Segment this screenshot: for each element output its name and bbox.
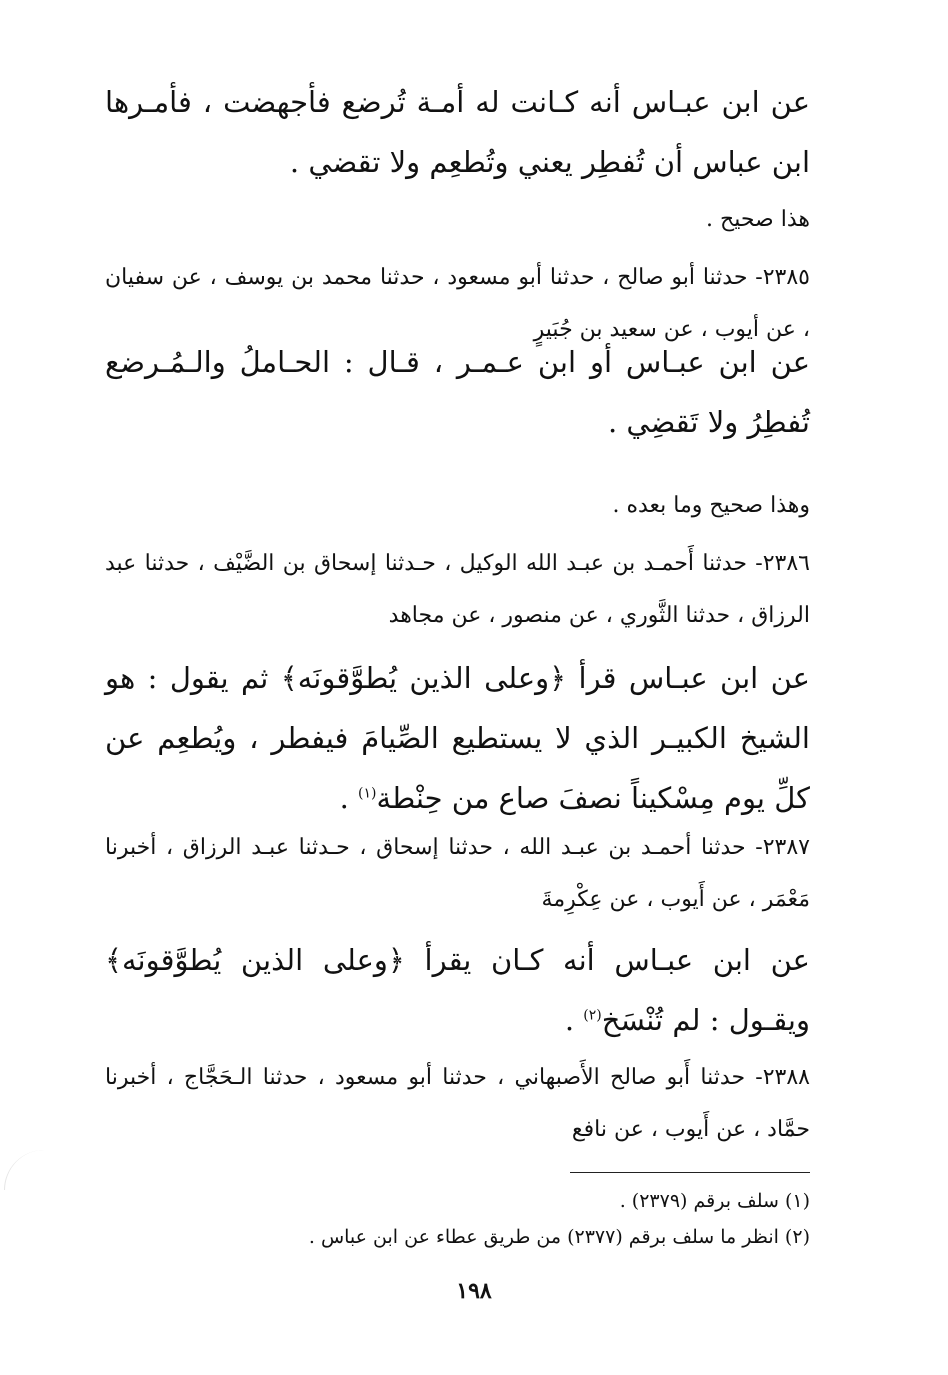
page-number: ١٩٨ — [456, 1278, 492, 1304]
isnad-2388: ٢٣٨٨- حدثنا أَبو صالح الأَصبهاني ، حدثنا أبو مسعود ، حدثنا الـحَجَّاج ، أخبرنا حمَّاد ، عن أَيوب ، عن نافع — [105, 1065, 810, 1142]
hadith-text — [105, 930, 810, 1050]
grading-note: هذا صحيح . — [706, 207, 810, 232]
isnad-2385: ٢٣٨٥- حدثنا أبو صالح ، حدثنا أبو مسعود ، حدثنا محمد بن يوسف ، عن سفيان ، عن أيوب ، عن سعيد بن جُبَيرٍ — [105, 265, 810, 342]
footnote-1: (١) سلف برقم (٢٣٧٩) . — [619, 1190, 810, 1212]
sentence-end: . — [564, 1003, 584, 1037]
hadith-text — [105, 72, 810, 192]
hadith-text-content: عن ابن عبـاس قرأ ﴿وعلى الذين يُطوَّقونَه﴾ ثم يقول : هو الشيخ الكبيـر الذي لا يستطيع الصِّيامَ فيفطر ، ويُطعِم عن كلِّ يوم مِسْكيناً نصفَ صاع من حِنْطة — [105, 661, 810, 815]
footnote-ref-1: (١) — [358, 785, 377, 802]
footnote-divider — [570, 1172, 810, 1173]
isnad-2386: ٢٣٨٦- حدثنا أَحمـد بن عبـد الله الوكيل ، حـدثنا إسحاق بن الضَّيْف ، حدثنا عبد الرزاق ، حدثنا الثَّوري ، عن منصور ، عن مجاهد — [105, 551, 810, 628]
sentence-end: . — [339, 781, 359, 815]
isnad-2387: ٢٣٨٧- حدثنا أحمـد بن عبـد الله ، حدثنا إسحاق ، حـدثنا عبـد الرزاق ، أخبرنا مَعْمَر ، عن أَيوب ، عن عِكْرِمةَ — [105, 835, 810, 912]
footnote-2: (٢) انظر ما سلف برقم (٢٣٧٧) من طريق عطاء عن ابن عباس . — [308, 1226, 810, 1248]
hadith-text-content: عن ابن عبـاس أنه كـان يقرأ ﴿وعلى الذين يُطوَّقونَه﴾ ويقـول : لم تُنْسَخ — [105, 943, 810, 1037]
hadith-text-content: عن ابن عبـاس أو ابن عـمـر ، قـال : الحـاملُ والـمُـرضع تُفطِرُ ولا تَقضِي . — [105, 345, 810, 439]
hadith-text-content: عن ابن عبـاس أنه كـانت له أمـة تُرضع فأجهضت ، فأمـرها ابن عباس أن تُفطِر يعني وتُطعِم ولا تقضي . — [105, 85, 810, 179]
grading-note: وهذا صحيح وما بعده . — [612, 493, 810, 518]
footnote-ref-2: (٢) — [583, 1007, 602, 1024]
page-edge-mark — [4, 1150, 45, 1190]
hadith-text — [105, 648, 810, 828]
hadith-text — [105, 332, 810, 452]
